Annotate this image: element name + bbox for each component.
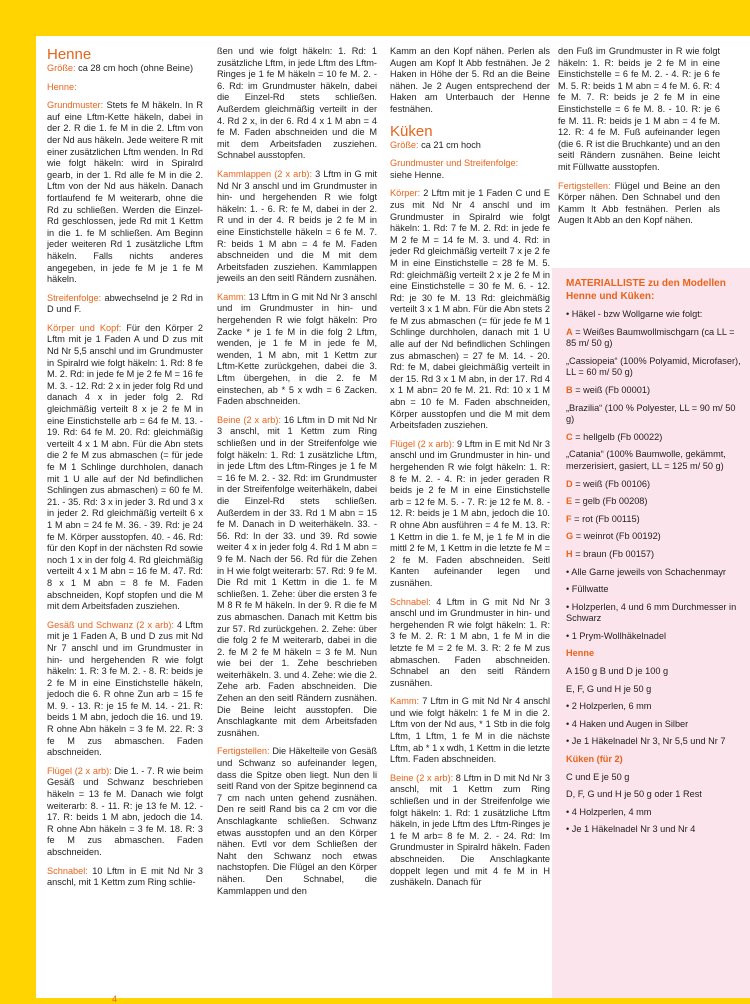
section-head-fertigstellen: Fertigstellen: [217,746,270,757]
column-4 [558,46,720,234]
section-text-koerper: 2 Lftm mit je 1 Faden C und E zus mit Nd Nr 4 anschl und im Grundmuster in Spiralrd wie folgt häkeln: 1. Rd: 7 fe M. 2. Rd: in jede fe M 2 fe M = 14 fe M. 3. und 4. Rd: in jeder Rd gleichmäßig verteilt 7 x je 2 fe M in eine Einstichstelle = 28 fe M. 5. Rd: gleichmäßig verteilt 2 x je 2 fe M in eine Einstichstelle = 30 fe M. 6. - 12. Rd: je 30 fe M. 13 Rd: gleichmäßig verteilt 3 x 1 M abn. Für die Abn stets 2 fe M zus abmaschen (= für jede fe M 1 Schlinge durchholen, danach mit 1 U alle auf der Nd befindlichen Schlingen zus abmaschen) = 27 fe M. 14. - 20. Rd: fe M, dabei gleichmäßig verteilt in der 15. Rd 3 x 1 M abn, in der 17. Rd 4 x 1 M abn= 20 fe M. 21. Rd: 10 x 1 M abn = 10 fe M. Faden abschneiden, Körper ausstopfen und die M mit dem Arbeitsfaden zusziehen. [390,188,550,431]
materials-kueken-line: • 4 Holzperlen, 4 mm [566,806,652,817]
materials-item [566,385,744,397]
yarn-text: = Weißes Baumwollmischgarn (ca LL = 85 m/ 50 g) [566,326,735,349]
materials-title: MATERIALLISTE zu den Modellen Henne und Küken: [566,278,726,302]
materials-list [566,278,744,842]
materials-extra: • 1 Prym-Wollhäkelnadel [566,630,667,641]
section-head-beine: Beine (2 x arb): [390,772,454,783]
column-3 [390,46,550,896]
section-text-continued: Kamm an den Kopf nähen. Perlen als Augen am Kopf lt Abb festnähen. Je 2 Haken in Höhe der 5. Rd an die Beine nähen. Je 2 Augen entsprechend der Haken am Unterbauch der Henne festnähen. [390,46,550,114]
materials-item [566,496,744,508]
section-text-fertigstellen: Die Häkelteile von Gesäß und Schwanz so aufeinander legen, dass die Spitze oben liegt. Nun den li seitl Rand von der Spitze beginnend ca 7 cm nach unten gehend zusnähen. Den re seitl Rand bis ca 2 cm vor die Anschlagkante schließen. Schwanz etwas ausstopfen und an den Körper nähen. Evtl vor dem Schließen der Naht den Schwanz noch etwas nachstopfen. Die Flügel an den Körper nähen. Den Schnabel, die Kammlappen und den [217,746,377,896]
section-head-koerper: Körper: [390,188,421,199]
section-text-kamm: 7 Lftm in G mit Nd Nr 4 anschl und wie folgt häkeln: 1 fe M in die 2. Lftm von der Nd aus, * 1 Stb in die folg Lftm, 1 Lftm, 1 fe M in die nächste Lftm, ab * 1 x wdh, 1 Kettm in die letzte Lftm. Faden abschneiden. [390,696,550,765]
materials-henne-head: Henne [566,648,595,659]
section-head-kamm: Kamm: [217,291,247,302]
section-text-koerper: Für den Körper 2 Lftm mit je 1 Faden A und D zus mit Nd Nr 5,5 anschl und im Grundmuster in Spiralrd wie folgt häkeln: 1. Rd: 8 fe M. 2. Rd: in jede fe M je 2 fe M = 16 fe M. 3. - 12. Rd: 2 x in jeder folg Rd und danach 4 x in jeder folg 2. Rd gleichmäßig verteilt 8 x je 2 fe M in eine Einstichstelle arb = 64 fe M. 13. - 19. Rd: 64 fe M. 20. Rd: gleichmäßig verteilt 4 x 1 M abn. Für die Abn stets die 2 fe M zus abmaschen (= für jede fe M 1 Schlinge durchholen, danach mit 1 U alle auf der Nd befindlichen Schlingen zus abmaschen) = 60 fe M. 21. - 35. Rd: 3 x in jeder 3. Rd und 3 x in jeder 2. Rd gleichmäßig verteilt 6 x 1 M abn = 24 fe M. 36. - 39. Rd: je 24 fe M. Körper ausstopfen. 40. - 46. Rd: für den Kopf in der nächsten Rd sowie noch 1 x in der folg 4. Rd gleichmäßig verteilt 4 x 1 M abn = 16 fe M. 47. Rd: 8 x 1 M abn = 8 fe M. Faden abschneiden, Kopf stopfen und die M mit dem Arbeitsfaden zusziehen. [47,322,204,612]
section-text-schnabel: 10 Lftm in E mit Nd Nr 3 anschl, mit 1 Kettm zum Ring schlie- [47,865,203,888]
materials-kueken-line: • Je 1 Häkelnadel Nr 3 und Nr 4 [566,824,696,835]
materials-item [566,327,744,350]
materials-henne-line: A 150 g B und D je 100 g [566,666,669,677]
section-text-streifen: abwechselnd je 2 Rd in D und F. [47,292,203,315]
section-text-kammlappen: 3 Lftm in G mit Nd Nr 3 anschl und im Grundmuster in hin- und hergehenden R wie folgt häkeln: 1. - 6. R: fe M, dabei in der 2. R und in der 4. R beids je 2 fe M in eine Einstichstelle häkeln = 6 fe M. 7. R: beids 1 M abn = 4 fe M. Faden abschneiden und die M mit dem Arbeitsfaden zusziehen. Kammlappen jeweils an den seitl Rändern zusnähen. [217,168,377,284]
materials-extra: • Füllwatte [566,584,609,595]
section-text-grundmuster: siehe Henne. [390,169,445,180]
section-head-koerper: Körper und Kopf: [47,322,122,333]
yarn-text: = gelb (Fb 00208) [572,496,648,507]
section-head-schnabel: Schnabel: [47,865,88,876]
materials-henne-line: E, F, G und H je 50 g [566,683,652,694]
yarn-text: = weiß (Fb 00106) [572,478,651,489]
subtitle-henne: Henne: [47,81,77,92]
materials-item [566,432,744,444]
materials-item [566,449,744,472]
title-kueken: Küken [390,122,433,140]
materials-item [566,514,744,526]
section-text-fluegel: Die 1. - 7. R wie beim Gesäß und Schwanz beschrieben häkeln = 13 fe M. Danach wie folgt weiterarb: 8. - 11. R: je 13 fe M. 12. - 17. R: beids 1 M abn, jedoch die 14. R ohne Abn häkeln = 3 fe M. 18. R: 3 fe M zus abmaschen. Faden abschneiden. [47,765,204,857]
section-head-fertigstellen: Fertigstellen: [558,180,611,191]
yarn-letter: G [566,531,574,542]
yarn-text: „Cassiopeia“ (100% Polyamid, Microfaser), LL = 60 m/ 50 g) [566,355,741,378]
title-henne: Henne [47,46,92,63]
page-number: 4 [112,994,118,1004]
section-head-fluegel: Flügel (2 x arb): [390,438,455,449]
section-head-grundmuster: Grundmuster: [47,100,104,111]
column-1 [47,46,203,896]
yarn-text: = weiß (Fb 00001) [572,384,651,395]
section-head-grundmuster: Grundmuster und Streifenfolge: [390,158,519,169]
materials-extra: • Holzperlen, 4 und 6 mm Durchmesser in Schwarz [566,601,737,624]
yarn-text: = weinrot (Fb 00192) [573,531,661,542]
section-text-grundmuster: Stets fe M häkeln. In R auf eine Lftm-Kette häkeln, dabei in der 2. R die 1. fe M in die 2. Lftm von der Nd aus häkeln. Jede weitere R mit einer zusätzlichen Lftm wenden. In Rd wie folgt häkeln: wird in Spiralrd gearb, in der 1. Rd alle fe M in die 2. Lftm von der Nd aus häkeln. Danach fortlaufend fe M weiterarb, ohne die Rd zu schließen. Werden die Einzel-Rd geschlossen, jede Rd mit 1 Kettm in die 1. fe M schließen. Am Beginn jeder weiteren Rd 1 zusätzliche Lftm häkeln. Falls nichts anderes angegeben, in jede fe M je 1 fe M häkeln. [47,100,203,285]
materials-item [566,549,744,561]
column-2 [217,46,377,904]
section-text-beine: 8 Lftm in D mit Nd Nr 3 anschl, mit 1 Kettm zum Ring schließen und in der Streifenfolge wie folgt häkeln: 1. Rd: 1 zusätzliche Lftm häkeln, in jede Lftm des Lftm-Ringes je 1 fe M arb= 8 fe M. 2. - 24. Rd: Im Grundmuster in Spiralrd häkeln. Faden abschneiden. Die Anschlagkante doppelt legen und mit 4 fe M in H zushäkeln. Danach für [390,772,550,888]
materials-extra: • Alle Garne jeweils von Schachenmayr [566,566,726,577]
section-head-streifen: Streifenfolge: [47,292,102,303]
yarn-text: „Catania“ (100% Baumwolle, gekämmt, merzerisiert, gasiert, LL = 125 m/ 50 g) [566,449,726,471]
yarn-letter: C [566,431,573,442]
section-head-gesaess: Gesäß und Schwanz (2 x arb): [47,619,174,630]
materials-item [566,479,744,491]
yarn-letter: F [566,513,572,524]
yarn-text: = hellgelb (Fb 00022) [572,431,663,442]
section-head-fluegel: Flügel (2 x arb): [47,765,112,776]
yarn-letter: A [566,326,573,337]
materials-item [566,531,744,543]
section-text-fluegel: 9 Lftm in E mit Nd Nr 3 anschl und im Grundmuster in hin- und hergehenden R wie folgt häkeln: 1. R: 8 fe M. 2. - 4. R: in jeder geraden R beids je 2 fe M in eine Einstichstelle arb = 12 fe M. 5. - 7. R: je 12 fe M. 8. - 12. R: beids je 1 M abn, jedoch die 10. R ohne Abn ausführen = 4 fe M. 13. R: 1 Kettm in die 1. fe M, je 1 fe M in die mittl 2 fe M, 1 Kettm in die letzte fe M = 2 fe M. Faden abschneiden. Seitl Kanten aufeinander legen und zusnähen. [390,438,550,588]
section-text-kamm: 13 Lftm in G mit Nd Nr 3 anschl und im Grundmuster in hin- und hergehenden R wie folgt häkeln: Pro Zacke * je 1 fe M in die folg 2 Lftm, wenden, je 1 fe M in jede fe M, wenden, 1 M abn, mit 1 Kettm zur Lftm-Kette zurückgehen, dabei die 3. Lftm übergehen, in die 2. fe M einstechen, ab * 5 x wdh = 6 Zacken. Faden abschneiden. [217,291,377,407]
section-text-gesaess: 4 Lftm mit je 1 Faden A, B und D zus mit Nd Nr 7 anschl und im Grundmuster in hin- und hergehenden R wie folgt häkeln: 1. R: 3 fe M. 2. - 8. R: beids je 2 fe M in eine Einstichstelle häkeln, jedoch die 6. R ohne Zun arb = 15 fe M. 9. - 13. R: je 15 fe M. 14. - 21. R: beids 1 M abn, jedoch die 16. und 19. R ohne Abn häkeln = 3 fe M. 22. R: 3 fe M zus abmaschen. Faden abschneiden. [47,619,203,758]
section-text-schnabel: 4 Lftm in G mit Nd Nr 3 anschl und im Grundmuster in hin- und hergehenden R wie folgt häkeln: 1. R: 3 fe M. 2. R: 1 M abn, 1 fe M in die letzte fe M = 2 fe M. 3. R: 2 fe M zus abmaschen. Faden abschneiden. Schnabel an den seitl Rändern zusnähen. [390,596,550,688]
materials-kueken-head: Küken (für 2) [566,754,623,765]
section-head-schnabel: Schnabel: [390,596,431,607]
yarn-letter: E [566,496,573,507]
section-head-kammlappen: Kammlappen (2 x arb): [217,168,313,179]
size-value: ca 28 cm hoch (ohne Beine) [75,63,194,73]
materials-henne-line: • 4 Haken und Augen in Silber [566,718,689,729]
section-text-continued: ßen und wie folgt häkeln: 1. Rd: 1 zusätzliche Lftm, in jede Lftm des Lftm-Ringes je 1 fe M häkeln = 10 fe M. 2. - 6. Rd: im Grundmuster häkeln, dabei die Einzel-Rd stets schließen. Außerdem gleichmäßig verteilt in der 4. Rd 2 x, in der 6. Rd 4 x 1 M abn = 4 fe M. Faden abschneiden und die M mit dem Arbeitsfaden zusziehen. Schnabel ausstopfen. [217,46,377,161]
materials-kueken-line: C und E je 50 g [566,771,630,782]
yarn-text: „Brazilia“ (100 % Polyester, LL = 90 m/ 50 g) [566,402,736,425]
materials-henne-line: • 2 Holzperlen, 6 mm [566,701,652,712]
yarn-letter: B [566,384,573,395]
size-label: Größe: [47,63,76,73]
section-text-fertigstellen: Flügel und Beine an den Körper nähen. Den Schnabel und den Kamm lt Abb festnähen. Perlen als Augen lt Abb an den Kopf nähen. [558,180,720,226]
materials-item [566,356,744,379]
section-head-kamm: Kamm: [390,696,420,707]
section-head-beine: Beine (2 x arb): [217,414,281,425]
materials-items [566,327,744,561]
materials-box [552,268,750,998]
materials-item [566,403,744,426]
size-value: ca 21 cm hoch [418,139,481,150]
yarn-letter: D [566,478,573,489]
yarn-letter: H [566,548,573,559]
section-text-beine: 16 Lftm in D mit Nd Nr 3 anschl, mit 1 Kettm zum Ring schließen und in der Streifenfolge wie folgt häkeln: 1. Rd: 1 zusätzliche Lftm, in jede Lftm des Lftm-Ringes je 1 fe M = 16 fe M. 2. - 32. Rd: im Grundmuster in der Streifenfolge weiterhäkeln, dabei die Einzel-Rd stets schließen. Außerdem in der 33. Rd 1 M abn = 15 fe M. Danach in D weiterhäkeln. 33. - 56. Rd: In der 33. und 39. Rd sowie weiter 4 x in jeder folg 4. Rd 1 M abn = 9 fe M. Nach der 56. Rd für die Zehen in H wie folgt weiterarb: 57. Rd: 9 fe M. Die Rd mit 1 Kettm in die 1. fe M schließen. 1. Zehe: über die ersten 3 fe M 8 R fe M häkeln. In der 9. R die fe M zus abmaschen. Danach mit Kettm bis zur 57. Rd zurückgehen. 2. Zehe: über die folg 2 fe M weiterarb, dabei in die 2. fe M 2 fe M häkeln = 3 fe M. Nun wie bei der 1. Zehe beschrieben weiterhäkeln. 3. und 4. Zehe: wie die 2. Zehe arb. Faden abschneiden. Die Zehen an den seitl Rändern zusnähen. Die Beine leicht ausstopfen. Die Anschlagkante mit dem Arbeitsfaden zusnähen. [217,414,377,738]
yarn-text: = rot (Fb 00115) [571,513,640,524]
materials-intro: • Häkel - bzw Wollgarne wie folgt: [566,309,703,319]
yarn-text: = braun (Fb 00157) [572,548,655,559]
size-label: Größe: [390,139,419,150]
materials-kueken-line: D, F, G und H je 50 g oder 1 Rest [566,789,702,800]
section-text-continued: den Fuß im Grundmuster in R wie folgt häkeln: 1. R: beids je 2 fe M in eine Einstichstelle = 6 fe M. 2. - 4. R: je 6 fe M. 5. R: beids 1 M abn = 4 fe M. 6. R: 4 fe M. 7. R: beids je 2 fe M in eine Einstichstelle = 6 fe M. 8. - 10. R: je 6 fe M. 11. R: beids je 1 M abn = 4 fe M. 12. R: 4 fe M. Fuß aufeinander legen (die 6. R ist die Bruchkante) und an den seitl Rändern zusnähen. Beine leicht mit Füllwatte ausstopfen. [558,46,720,172]
materials-henne-line: • Je 1 Häkelnadel Nr 3, Nr 5,5 und Nr 7 [566,736,726,747]
